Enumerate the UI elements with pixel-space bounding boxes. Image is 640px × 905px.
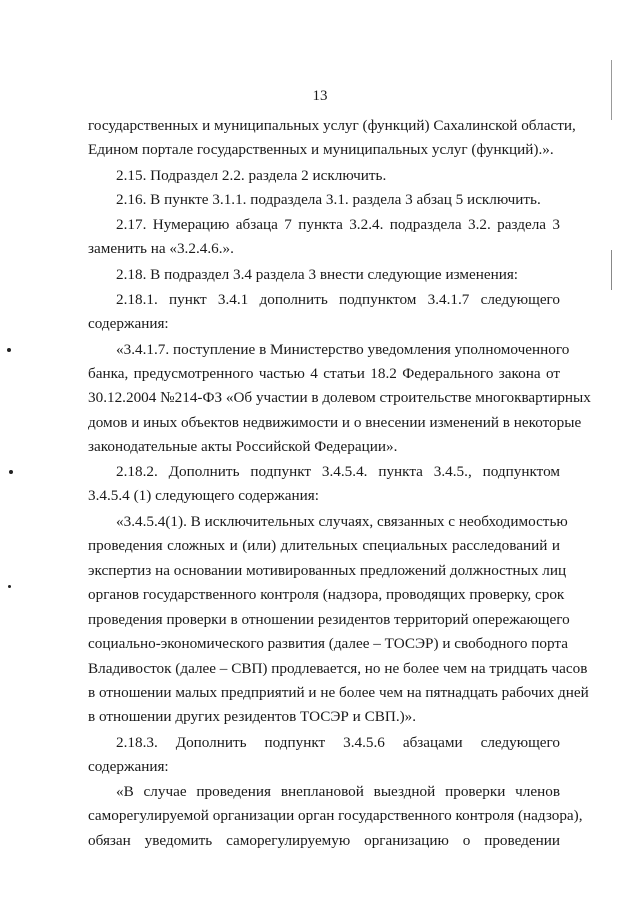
text-line: «3.4.1.7. поступление в Министерство уведомления уполномоченного [116,341,570,358]
text-line: законодательные акты Российской Федерации». [88,438,398,455]
text-line: проведения проверки в отношении резидентов территорий опережающего [88,611,570,628]
text-line: «В случае проведения внеплановой выездной проверки членов [116,783,560,800]
text-line: органов государственного контроля (надзора, проводящих проверку, срок [88,586,565,603]
scan-speck [9,470,13,474]
text-line: Едином портале государственных и муниципальных услуг (функций).». [88,141,554,158]
text-line: 2.17. Нумерацию абзаца 7 пункта 3.2.4. подраздела 3.2. раздела 3 [116,216,560,233]
scan-edge-mark [611,250,612,290]
text-line: Владивосток (далее – СВП) продлевается, но не более чем на тридцать часов [88,660,588,677]
text-line: саморегулируемой организации орган государственного контроля (надзора), [88,807,583,824]
text-line: 3.4.5.4 (1) следующего содержания: [88,487,319,504]
text-line: 2.18. В подраздел 3.4 раздела 3 внести следующие изменения: [116,266,519,283]
text-line: в отношении других резидентов ТОСЭР и СВП.)». [88,708,417,725]
text-line: «3.4.5.4(1). В исключительных случаях, связанных с необходимостью [116,513,568,530]
text-line: 2.15. Подраздел 2.2. раздела 2 исключить. [116,167,387,184]
scan-speck [8,585,11,588]
text-line: 2.16. В пункте 3.1.1. подраздела 3.1. раздела 3 абзац 5 исключить. [116,191,541,208]
text-line: содержания: [88,315,169,332]
text-line: в отношении малых предприятий и не более чем на пятнадцать рабочих дней [88,684,589,701]
page-number: 13 [312,88,328,104]
text-line: содержания: [88,758,169,775]
text-line: 2.18.3. Дополнить подпункт 3.4.5.6 абзацами следующего [116,734,560,751]
text-line: 2.18.2. Дополнить подпункт 3.4.5.4. пункта 3.4.5., подпунктом [116,463,560,480]
text-line: 30.12.2004 №214-ФЗ «Об участии в долевом строительстве многоквартирных [88,389,591,406]
text-line: банка, предусмотренного частью 4 статьи 18.2 Федерального закона от [88,365,560,382]
text-line: государственных и муниципальных услуг (функций) Сахалинской области, [88,117,576,134]
text-line: домов и иных объектов недвижимости и о внесении изменений в некоторые [88,414,582,431]
text-line: социально-экономического развития (далее – ТОСЭР) и свободного порта [88,635,568,652]
text-line: 2.18.1. пункт 3.4.1 дополнить подпунктом 3.4.1.7 следующего [116,291,560,308]
scan-speck [7,348,11,352]
text-line: проведения сложных и (или) длительных специальных расследований и [88,537,560,554]
text-line: заменить на «3.2.4.6.». [88,240,234,257]
text-line: обязан уведомить саморегулируемую организацию о проведении [88,832,560,849]
scan-edge-mark [611,60,612,120]
text-line: экспертиз на основании мотивированных предложений должностных лиц [88,562,567,579]
